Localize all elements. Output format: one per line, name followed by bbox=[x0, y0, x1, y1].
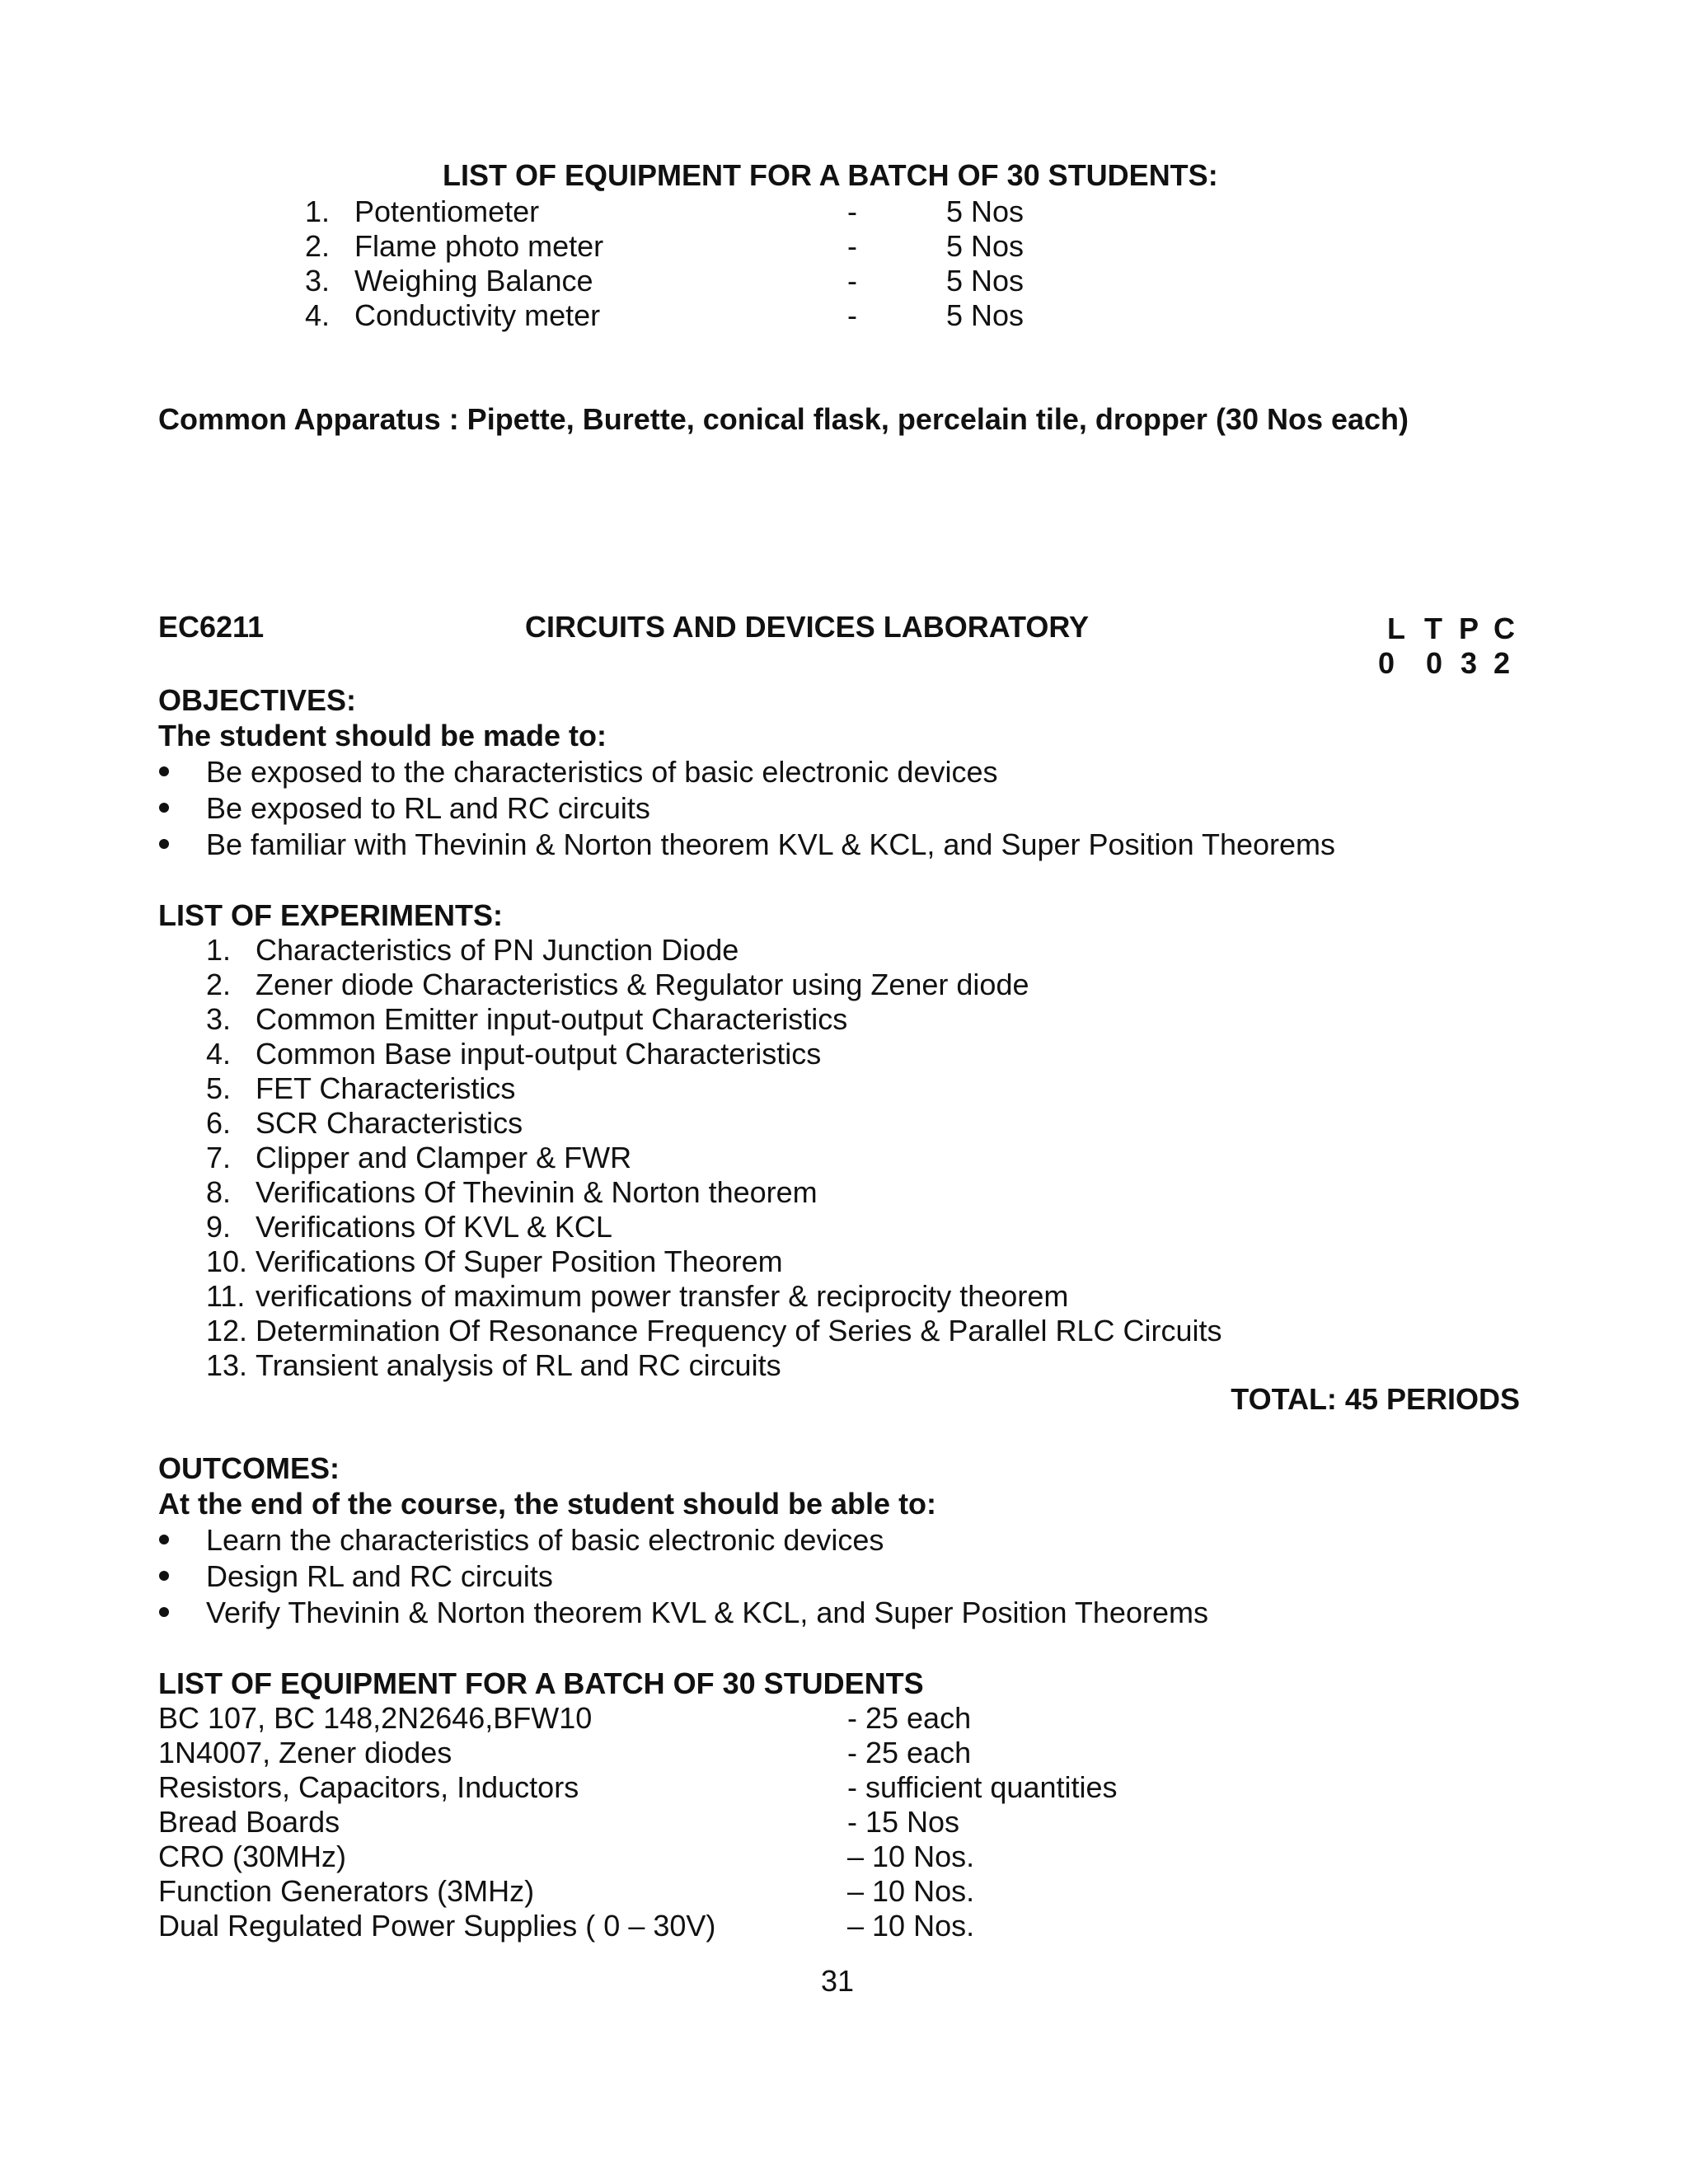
experiment-text: Common Emitter input-output Characteristics bbox=[256, 1002, 848, 1036]
item-quantity: - 25 each bbox=[847, 1736, 972, 1769]
item-name: 1N4007, Zener diodes bbox=[158, 1736, 452, 1769]
total-periods: TOTAL: 45 PERIODS bbox=[1231, 1382, 1520, 1416]
item-dash: - bbox=[847, 264, 857, 298]
item-quantity: 5 Nos bbox=[946, 298, 1025, 332]
experiment-text: Verifications Of Super Position Theorem bbox=[256, 1244, 783, 1278]
item-dash: - bbox=[847, 229, 857, 263]
experiment-text: SCR Characteristics bbox=[256, 1106, 523, 1140]
item-number: 6. bbox=[206, 1106, 232, 1140]
item-number: 2. bbox=[305, 229, 331, 263]
item-name: Resistors, Capacitors, Inductors bbox=[158, 1770, 579, 1804]
item-name: Conductivity meter bbox=[354, 298, 601, 332]
objective-text: Be exposed to the characteristics of basic electronic devices bbox=[206, 755, 998, 789]
item-number: 11. bbox=[206, 1279, 246, 1313]
item-quantity: – 10 Nos. bbox=[847, 1840, 975, 1873]
equipment-heading-2: LIST OF EQUIPMENT FOR A BATCH OF 30 STUDENTS bbox=[158, 1666, 924, 1700]
item-name: Potentiometer bbox=[354, 194, 540, 228]
item-quantity: 5 Nos bbox=[946, 229, 1025, 263]
outcome-text: Learn the characteristics of basic electronic devices bbox=[206, 1523, 884, 1557]
item-number: 13. bbox=[206, 1348, 248, 1382]
experiment-text: Characteristics of PN Junction Diode bbox=[256, 933, 739, 967]
objectives-intro: The student should be made to: bbox=[158, 719, 607, 752]
experiment-text: Zener diode Characteristics & Regulator using Zener diode bbox=[256, 968, 1029, 1001]
item-quantity: 5 Nos bbox=[946, 264, 1025, 298]
item-number: 4. bbox=[305, 298, 331, 332]
item-quantity: - sufficient quantities bbox=[847, 1770, 1118, 1804]
objective-text: Be exposed to RL and RC circuits bbox=[206, 791, 650, 825]
experiment-text: Determination Of Resonance Frequency of Series & Parallel RLC Circuits bbox=[256, 1314, 1222, 1347]
ltpc-label: C bbox=[1493, 612, 1515, 645]
experiments-heading: LIST OF EXPERIMENTS: bbox=[158, 898, 504, 932]
ltpc-label: L bbox=[1387, 612, 1405, 645]
outcome-text: Verify Thevinin & Norton theorem KVL & KCL, and Super Position Theorems bbox=[206, 1596, 1208, 1629]
outcomes-intro: At the end of the course, the student should be able to: bbox=[158, 1487, 937, 1521]
item-dash: - bbox=[847, 298, 857, 332]
ltpc-value: 2 bbox=[1493, 646, 1511, 680]
ltpc-label: T bbox=[1424, 612, 1442, 645]
experiment-text: Verifications Of Thevinin & Norton theorem bbox=[256, 1175, 818, 1209]
ltpc-value: 3 bbox=[1461, 646, 1478, 680]
course-code: EC6211 bbox=[158, 610, 265, 644]
item-number: 3. bbox=[206, 1002, 232, 1036]
experiment-text: Verifications Of KVL & KCL bbox=[256, 1210, 612, 1244]
course-title: CIRCUITS AND DEVICES LABORATORY bbox=[525, 610, 1090, 644]
item-name: CRO (30MHz) bbox=[158, 1840, 347, 1873]
objective-text: Be familiar with Thevinin & Norton theorem KVL & KCL, and Super Position Theorems bbox=[206, 827, 1336, 861]
item-name: Weighing Balance bbox=[354, 264, 593, 298]
experiment-text: Common Base input-output Characteristics bbox=[256, 1037, 822, 1071]
item-quantity: 5 Nos bbox=[946, 194, 1025, 228]
ltpc-value: 0 bbox=[1426, 646, 1443, 680]
experiment-text: Transient analysis of RL and RC circuits bbox=[256, 1348, 781, 1382]
item-number: 10. bbox=[206, 1244, 248, 1278]
item-dash: - bbox=[847, 194, 857, 228]
experiment-text: FET Characteristics bbox=[256, 1071, 516, 1105]
page-number: 31 bbox=[821, 1964, 855, 1998]
ltpc-value: 0 bbox=[1378, 646, 1395, 680]
ltpc-label: P bbox=[1459, 612, 1479, 645]
item-quantity: – 10 Nos. bbox=[847, 1909, 975, 1943]
item-number: 1. bbox=[206, 933, 232, 967]
experiment-text: Clipper and Clamper & FWR bbox=[256, 1141, 632, 1174]
item-quantity: – 10 Nos. bbox=[847, 1874, 975, 1908]
item-number: 3. bbox=[305, 264, 331, 298]
item-name: Bread Boards bbox=[158, 1805, 340, 1839]
objectives-heading: OBJECTIVES: bbox=[158, 683, 357, 717]
item-number: 1. bbox=[305, 194, 331, 228]
item-number: 2. bbox=[206, 968, 232, 1001]
item-name: BC 107, BC 148,2N2646,BFW10 bbox=[158, 1701, 593, 1735]
item-number: 12. bbox=[206, 1314, 248, 1347]
item-number: 4. bbox=[206, 1037, 232, 1071]
item-quantity: - 15 Nos bbox=[847, 1805, 960, 1839]
experiment-text: verifications of maximum power transfer & reciprocity theorem bbox=[256, 1279, 1069, 1313]
item-quantity: - 25 each bbox=[847, 1701, 972, 1735]
item-number: 7. bbox=[206, 1141, 232, 1174]
common-apparatus: Common Apparatus : Pipette, Burette, conical flask, percelain tile, dropper (30 Nos each) bbox=[158, 402, 1409, 436]
equipment-heading-1: LIST OF EQUIPMENT FOR A BATCH OF 30 STUDENTS: bbox=[443, 158, 1218, 192]
item-number: 5. bbox=[206, 1071, 232, 1105]
item-name: Flame photo meter bbox=[354, 229, 604, 263]
outcomes-heading: OUTCOMES: bbox=[158, 1451, 340, 1485]
item-name: Function Generators (3MHz) bbox=[158, 1874, 535, 1908]
outcome-text: Design RL and RC circuits bbox=[206, 1559, 553, 1593]
item-name: Dual Regulated Power Supplies ( 0 – 30V) bbox=[158, 1909, 716, 1943]
item-number: 9. bbox=[206, 1210, 232, 1244]
item-number: 8. bbox=[206, 1175, 232, 1209]
